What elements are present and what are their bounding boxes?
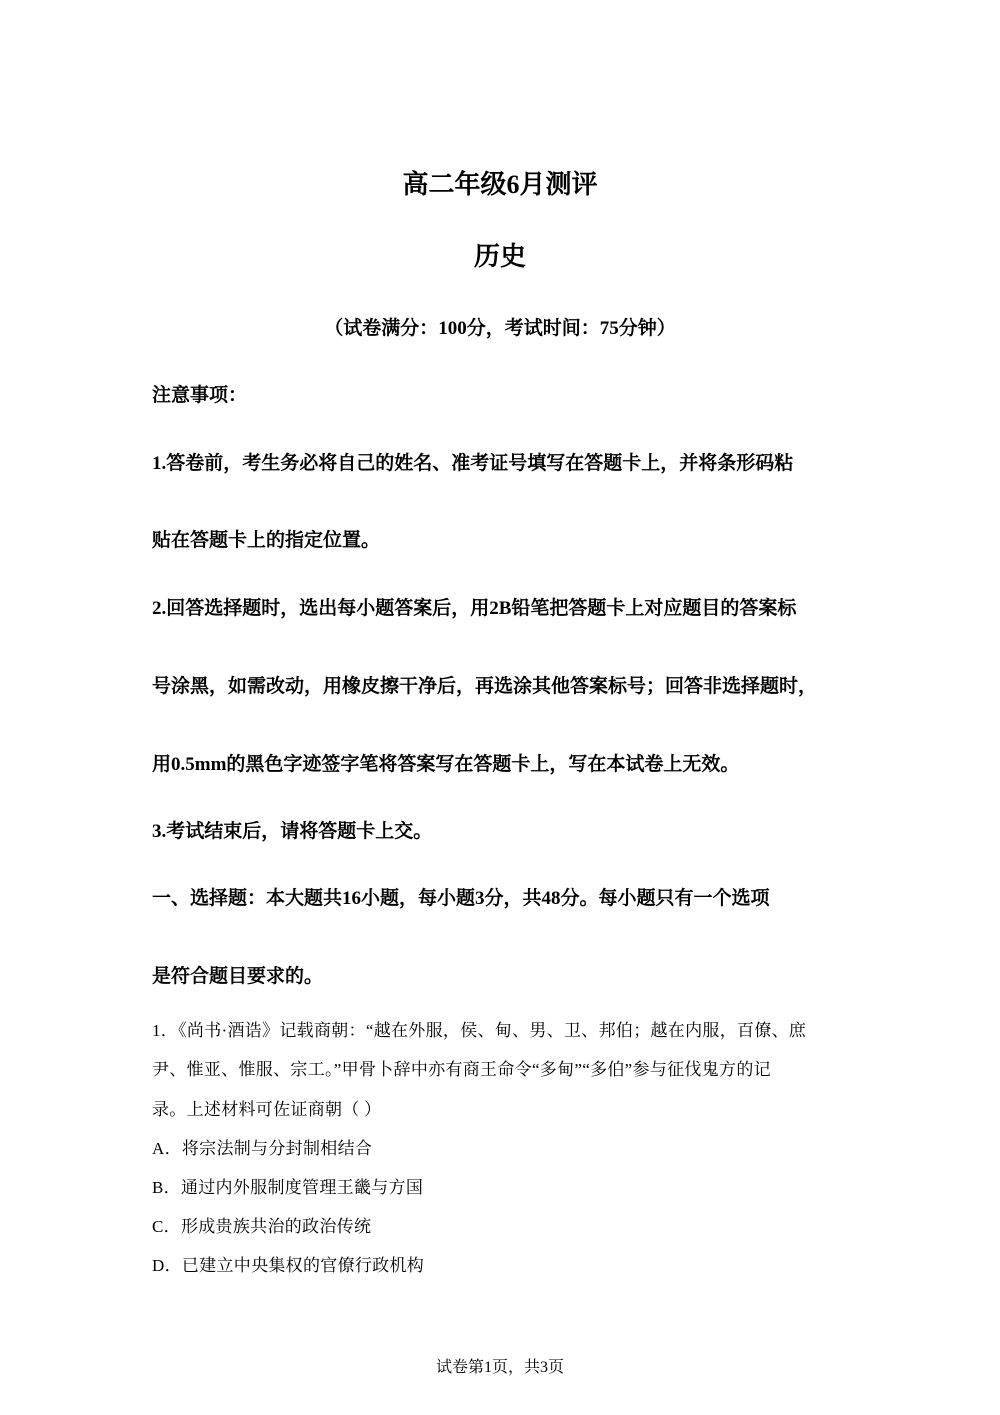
question-1-option-d: D．已建立中央集权的官僚行政机构 (152, 1256, 425, 1275)
question-1-option-a: A．将宗法制与分封制相结合 (152, 1139, 373, 1158)
notice-item-1-line-2: 贴在答题卡上的指定位置。 (152, 530, 381, 551)
notice-item-2-line-3: 用0.5mm的黑色字迹签字笔将答案写在答题卡上，写在本试卷上无效。 (152, 754, 740, 775)
exam-title: 高二年级6月测评 (402, 170, 598, 199)
page-footer: 试卷第1页，共3页 (435, 1359, 564, 1376)
question-1-stem-line-2: 尹、惟亚、惟服、宗工。”甲骨卜辞中亦有商王命令“多甸”“多伯”参与征伐鬼方的记 (152, 1060, 771, 1079)
notice-item-2-line-1: 2.回答选择题时，选出每小题答案后，用2B铅笔把答题卡上对应题目的答案标 (152, 598, 797, 619)
question-1-stem-line-3: 录。上述材料可佐证商朝（ ） (152, 1100, 382, 1119)
question-1-option-b: B．通过内外服制度管理王畿与方国 (152, 1178, 424, 1197)
section-heading-line-1: 一、选择题：本大题共16小题，每小题3分，共48分。每小题只有一个选项 (152, 888, 770, 909)
question-1-stem-line-1: 1．《尚书·酒诰》记载商朝：“越在外服，侯、甸、男、卫、邦伯；越在内服，百僚、庶 (152, 1021, 807, 1040)
exam-info: （试卷满分：100分，考试时间：75分钟） (324, 318, 676, 339)
subject-title: 历史 (473, 242, 526, 271)
section-heading-line-2: 是符合题目要求的。 (152, 966, 324, 987)
question-1-option-c: C．形成贵族共治的政治传统 (152, 1217, 372, 1236)
notice-item-3: 3.考试结束后，请将答题卡上交。 (152, 821, 433, 842)
notice-item-2-line-2: 号涂黑，如需改动，用橡皮擦干净后，再选涂其他答案标号；回答非选择题时， (152, 676, 818, 697)
notice-item-1-line-1: 1.答卷前，考生务必将自己的姓名、准考证号填写在答题卡上，并将条形码粘 (152, 453, 794, 474)
notice-heading: 注意事项： (152, 385, 248, 406)
